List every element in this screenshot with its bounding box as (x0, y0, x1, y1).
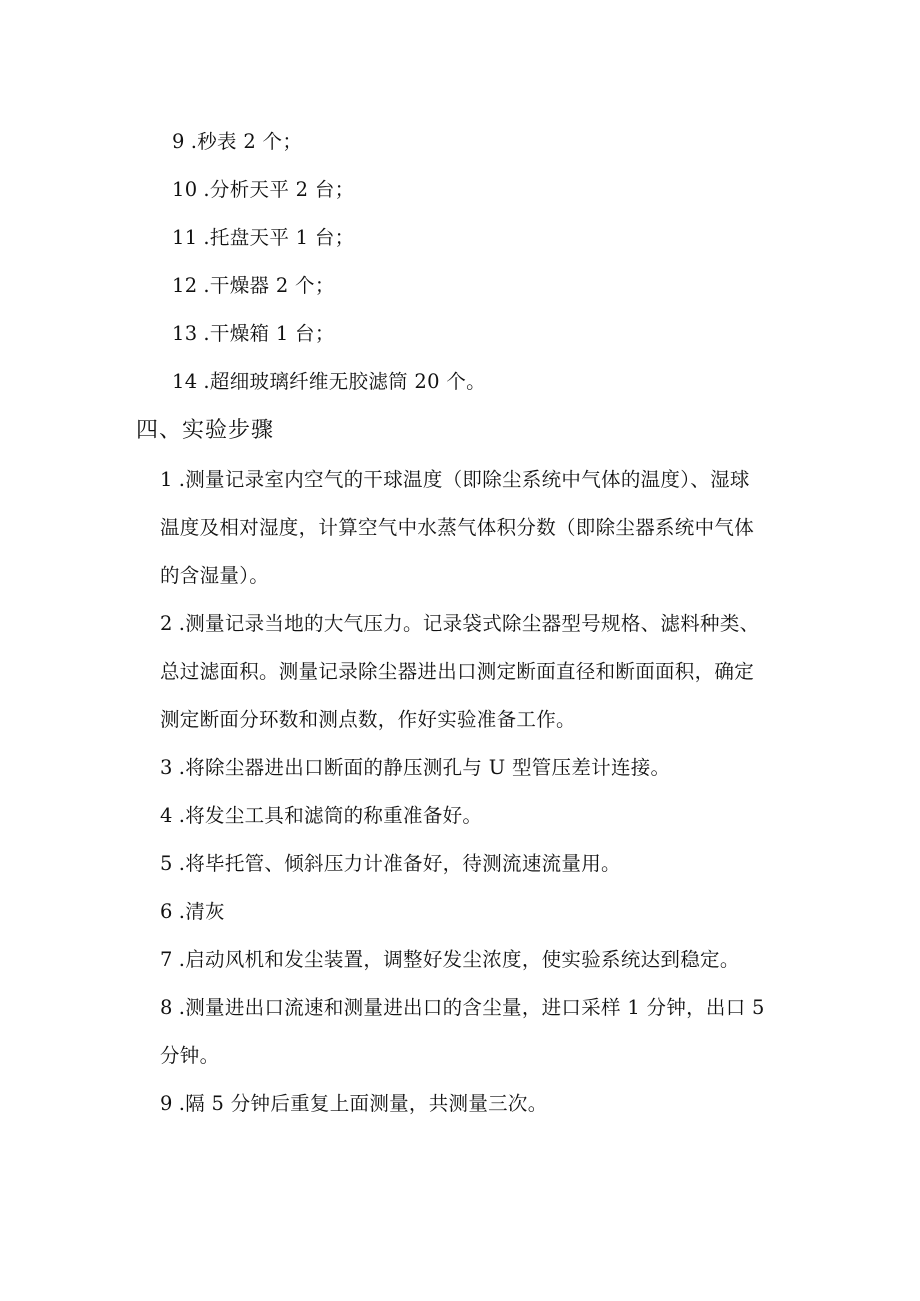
step-text: .隔 5 分钟后重复上面测量，共测量三次。 (178, 1092, 548, 1115)
step-2-line-1 (160, 612, 759, 636)
step-number: 2 (160, 612, 173, 635)
equipment-item-11 (172, 226, 354, 250)
item-text: .托盘天平 1 台； (203, 226, 355, 249)
step-text: .将发尘工具和滤筒的称重准备好。 (178, 804, 483, 827)
step-number: 1 (160, 468, 173, 491)
step-text: .清灰 (178, 900, 225, 923)
item-text: .超细玻璃纤维无胶滤筒 20 个。 (203, 370, 486, 393)
step-1-line-1 (160, 468, 750, 492)
step-5 (160, 852, 621, 876)
equipment-item-10 (172, 178, 354, 202)
item-text: .秒表 2 个； (190, 130, 303, 153)
item-number: 11 (172, 226, 198, 249)
step-9 (160, 1092, 548, 1116)
equipment-item-12 (172, 274, 335, 298)
step-8-line-1 (160, 996, 765, 1020)
step-1-line-2: 温度及相对湿度，计算空气中水蒸气体积分数（即除尘器系统中气体 (160, 516, 755, 539)
item-text: .分析天平 2 台； (203, 178, 355, 201)
step-text: .测量进出口流速和测量进出口的含尘量，进口采样 1 分钟，出口 5 (178, 996, 765, 1019)
step-2-line-2: 总过滤面积。测量记录除尘器进出口测定断面直径和断面面积，确定 (160, 660, 755, 683)
item-text: .干燥箱 1 台； (203, 322, 335, 345)
step-2-line-3: 测定断面分环数和测点数，作好实验准备工作。 (160, 708, 576, 731)
item-number: 12 (172, 274, 198, 297)
step-text: .测量记录室内空气的干球温度（即除尘系统中气体的温度）、湿球 (178, 468, 750, 491)
step-number: 3 (160, 756, 173, 779)
step-7 (160, 948, 740, 972)
item-text: .干燥器 2 个； (203, 274, 335, 297)
step-8-line-2: 分钟。 (160, 1044, 220, 1067)
step-text: .测量记录当地的大气压力。记录袋式除尘器型号规格、滤料种类、 (178, 612, 760, 635)
step-6 (160, 900, 225, 924)
section-heading: 四、实验步骤 (136, 418, 275, 443)
item-number: 9 (172, 130, 185, 153)
step-number: 9 (160, 1092, 173, 1115)
step-text: .启动风机和发尘装置，调整好发尘浓度，使实验系统达到稳定。 (178, 948, 740, 971)
step-3 (160, 756, 670, 780)
step-number: 6 (160, 900, 173, 923)
step-number: 8 (160, 996, 173, 1019)
equipment-item-14 (172, 370, 486, 394)
item-number: 10 (172, 178, 198, 201)
equipment-item-9 (172, 130, 302, 154)
step-text: .将毕托管、倾斜压力计准备好，待测流速流量用。 (178, 852, 621, 875)
item-number: 14 (172, 370, 198, 393)
step-1-line-3: 的含湿量）。 (160, 564, 270, 587)
step-text: .将除尘器进出口断面的静压测孔与 U 型管压差计连接。 (178, 756, 671, 779)
step-number: 5 (160, 852, 173, 875)
step-number: 4 (160, 804, 173, 827)
step-4 (160, 804, 482, 828)
item-number: 13 (172, 322, 198, 345)
step-number: 7 (160, 948, 173, 971)
equipment-item-13 (172, 322, 335, 346)
